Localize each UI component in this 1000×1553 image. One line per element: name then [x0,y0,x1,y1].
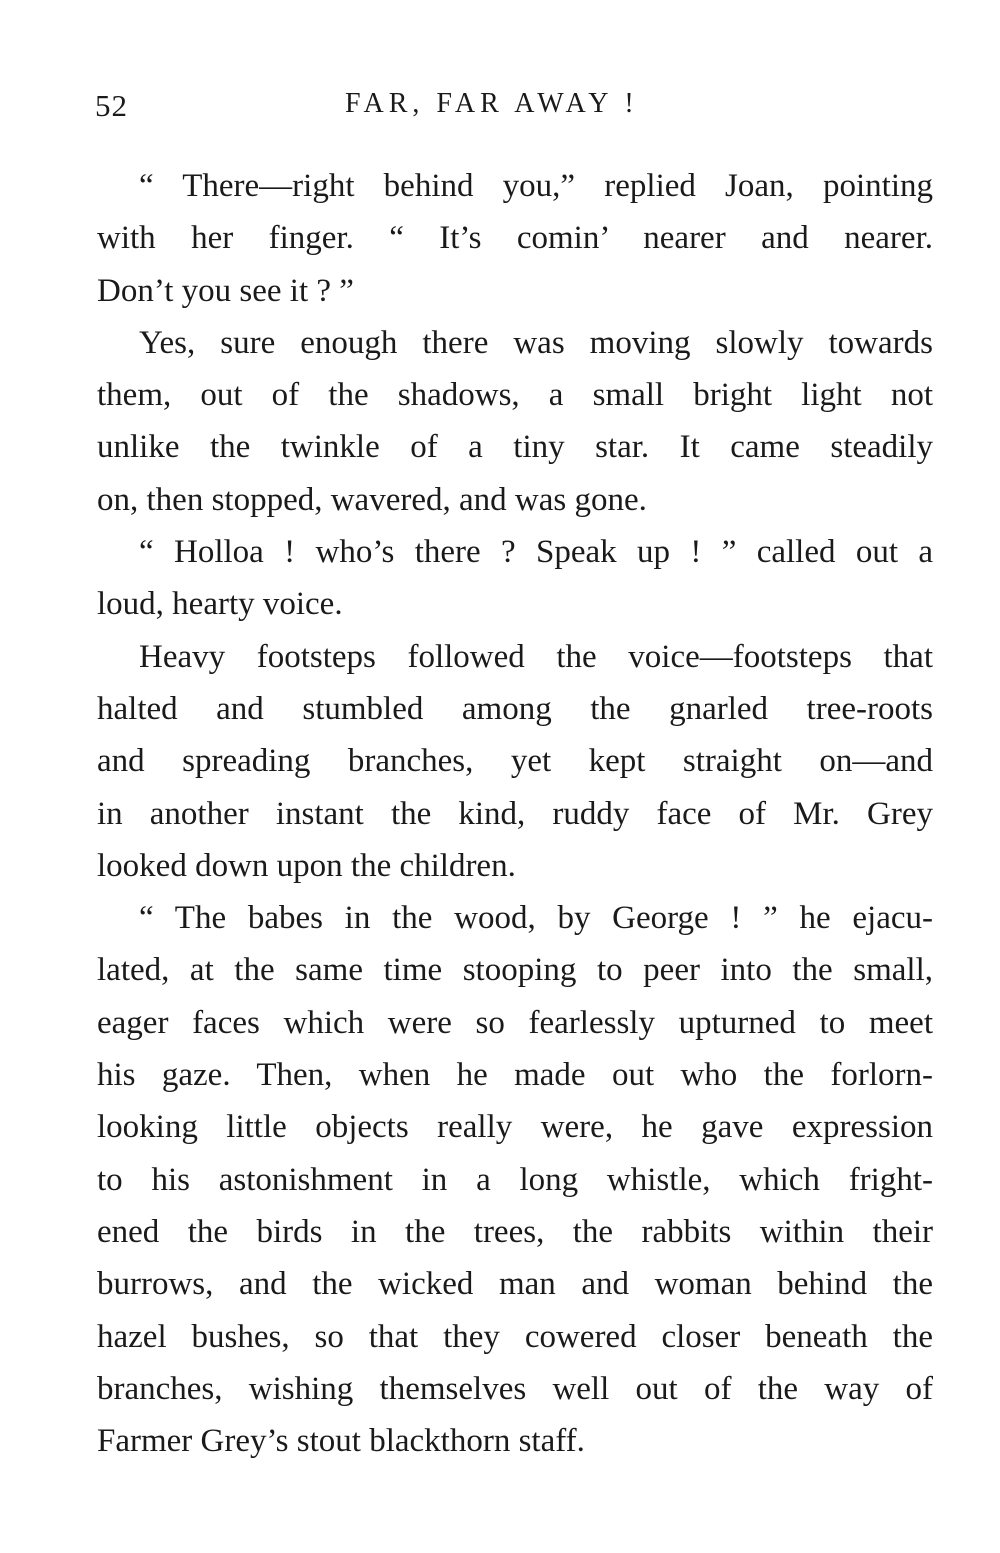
text-line: looked down upon the children. [97,847,516,884]
text-line: his gaze. Then, when he made out who the forlorn- [97,1057,933,1094]
text-line: lated, at the same time stooping to peer into the small, [97,952,933,989]
body-text [97,160,933,1467]
text-line: loud, hearty voice. [97,586,343,623]
text-line: “ Holloa ! who’s there ? Speak up ! ” called out a [139,534,933,571]
page-header [95,88,935,138]
text-line: hazel bushes, so that they cowered closer beneath the [97,1318,933,1355]
text-line: halted and stumbled among the gnarled tree-roots [97,690,933,727]
text-line: ened the birds in the trees, the rabbits within their [97,1213,933,1250]
text-line: Don’t you see it ? ” [97,272,354,309]
text-line: Farmer Grey’s stout blackthorn staff. [97,1423,585,1460]
text-line: “ There—right behind you,” replied Joan, pointing [139,168,933,204]
text-line: to his astonishment in a long whistle, which fright- [97,1161,933,1198]
text-line: and spreading branches, yet kept straight on—and [97,743,933,780]
text-line: with her finger. “ It’s comin’ nearer and nearer. [97,220,933,257]
text-line: them, out of the shadows, a small bright light not [97,377,933,414]
text-line: looking little objects really were, he gave expression [97,1109,933,1146]
text-line: on, then stopped, wavered, and was gone. [97,481,647,518]
text-line: unlike the twinkle of a tiny star. It came steadily [97,429,933,466]
text-line: eager faces which were so fearlessly upturned to meet [97,1004,933,1041]
running-head: FAR, FAR AWAY ! [345,88,639,119]
page-number: 52 [95,88,128,123]
text-line: branches, wishing themselves well out of the way of [97,1370,933,1407]
text-line: Heavy footsteps followed the voice—footsteps that [139,638,933,675]
text-line: in another instant the kind, ruddy face of Mr. Grey [97,795,933,832]
text-line: Yes, sure enough there was moving slowly towards [139,324,933,361]
text-line: burrows, and the wicked man and woman behind the [97,1266,933,1303]
text-line: “ The babes in the wood, by George ! ” he ejacu- [139,900,933,937]
